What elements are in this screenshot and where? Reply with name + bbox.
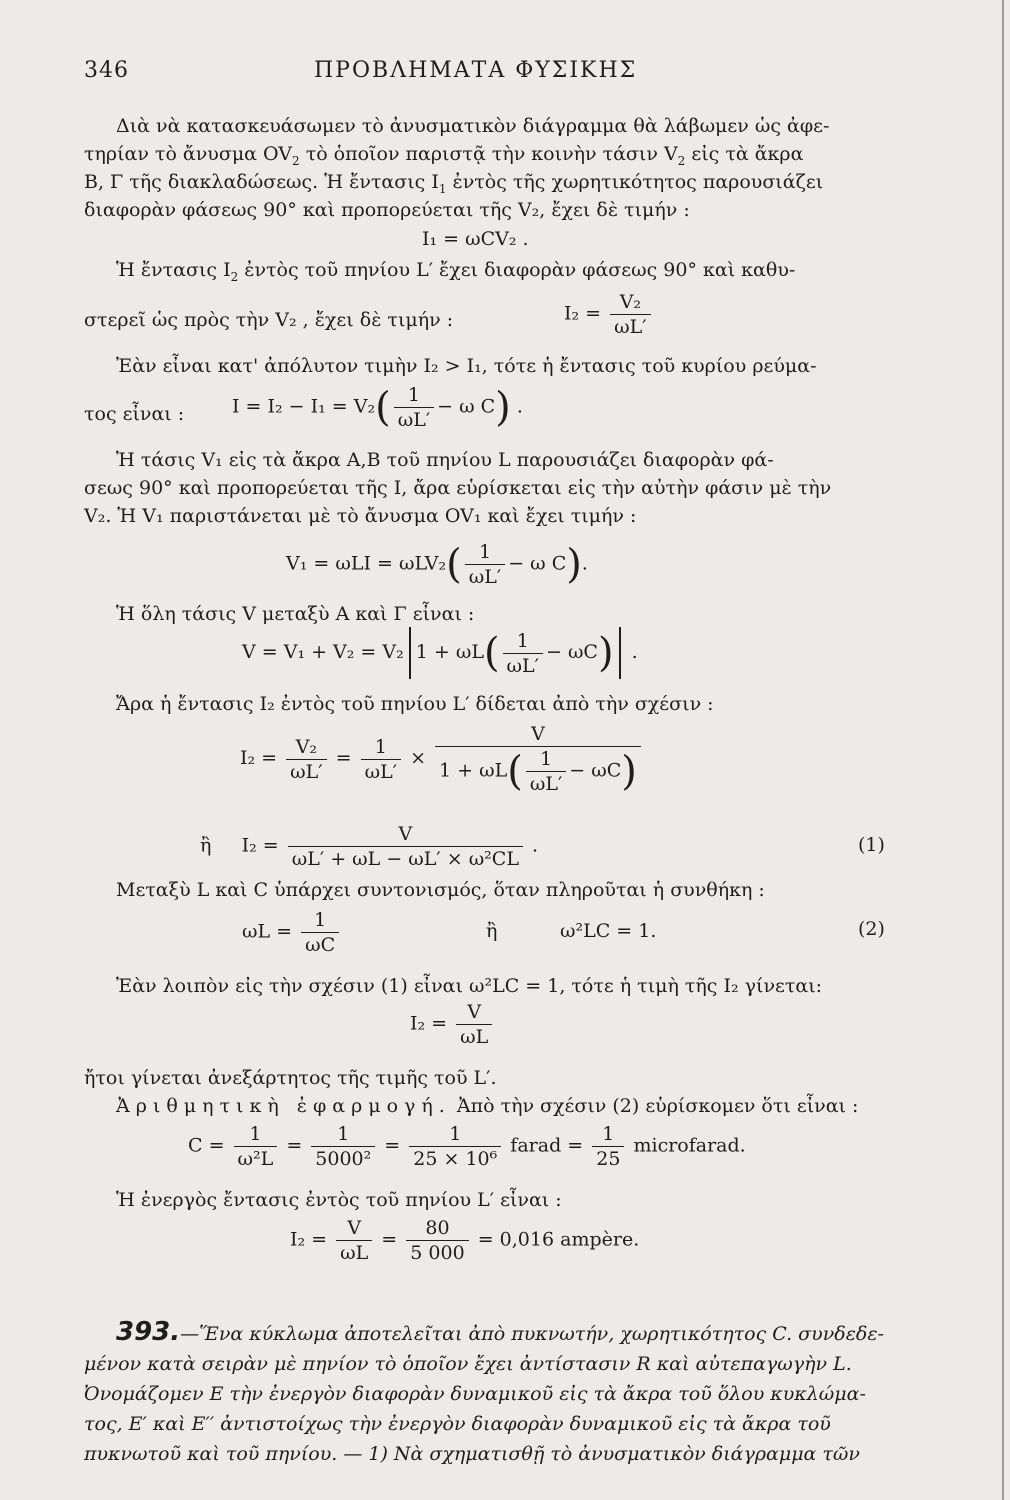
- equation-number: (1): [858, 834, 885, 856]
- page-number: 346: [84, 58, 129, 83]
- text-line: Μεταξὺ L καὶ C ὑπάρχει συντονισμός, ὅταν πληροῦται ἡ συνθήκη :: [116, 879, 765, 901]
- equation-8-rhs: ω²LC = 1.: [560, 920, 657, 942]
- equation-3: I = I₂ − I₁ = V₂( $\frac{1}{\omega L'}$ − ω C) .: [232, 384, 523, 431]
- equation-7: ἢ I₂ = $\frac{V}{\text{ωL′ + ωL − ωL′ × ω²CL}}$ .: [200, 823, 539, 870]
- equation-8-or: ἢ: [486, 920, 498, 942]
- text-line: τηρίαν τὸ ἄνυσμα $OV_2$ τὸ ὁποῖον παριστᾷ τὴν κοινὴν τάσιν $V_2$ εἰς τὰ ἄκρα: [84, 143, 804, 168]
- problem-393-line: 393.—Ἕνα κύκλωμα ἀποτελεῖται ἀπὸ πυκνωτήν, χωρητικότητος C. συνδεδε-: [116, 1317, 884, 1347]
- equation-number: (2): [858, 918, 885, 940]
- text-line: ἤτοι γίνεται ἀνεξάρτητος τῆς τιμῆς τοῦ L′.: [84, 1067, 497, 1089]
- equation-11: I₂ = $\frac{V}{\omega L}$ = $\frac{80}{5 000}$ = 0,016 ampère.: [290, 1217, 640, 1264]
- text-line: Ἄρα ἡ ἔντασις I₂ ἐντὸς τοῦ πηνίου L′ δίδεται ἀπὸ τὴν σχέσιν :: [116, 693, 714, 715]
- text-line: B, Γ τῆς διακλαδώσεως. Ἡ ἔντασις $I_1$ ἐντὸς τῆς χωρητικότητος παρουσιάζει: [84, 171, 824, 196]
- text-line: Ἡ ἔντασις $I_2$ ἐντὸς τοῦ πηνίου L′ ἔχει διαφορὰν φάσεως 90° καὶ καθυ-: [116, 259, 796, 284]
- equation-9: I₂ = $\frac{V}{\omega L}$: [410, 1000, 495, 1049]
- equation-2: I₂ = $\frac{\text{V₂}}{\omega L'}$: [564, 290, 654, 339]
- problem-393-line: μένον κατὰ σειρὰν μὲ πηνίον τὸ ὁποῖον ἔχει ἀντίστασιν R καὶ αὐτεπαγωγὴν L.: [84, 1353, 852, 1375]
- text-line: Ἡ τάσις V₁ εἰς τὰ ἄκρα A,B τοῦ πηνίου L παρουσιάζει διαφορὰν φά-: [116, 449, 774, 471]
- text-line: V₂. Ἡ V₁ παριστάνεται μὲ τὸ ἄνυσμα OV₁ καὶ ἔχει τιμήν :: [84, 505, 637, 527]
- text-line: σεως 90° καὶ προπορεύεται τῆς I, ἄρα εὑρίσκεται εἰς τὴν αὐτὴν φάσιν μὲ τὴν: [84, 477, 832, 499]
- text-line: στερεῖ ὡς πρὸς τὴν V₂ , ἔχει δὲ τιμήν :: [84, 309, 454, 331]
- text-line: Ἀριθμητικὴ ἐφαρμογή. Ἀπὸ τὴν σχέσιν (2) εὑρίσκομεν ὅτι εἶναι :: [116, 1095, 859, 1117]
- equation-1: I₁ = ωCV₂ .: [422, 228, 529, 250]
- text-line: τος εἶναι :: [84, 403, 185, 425]
- text-line: Διὰ νὰ κατασκευάσωμεν τὸ ἀνυσματικὸν διάγραμμα θὰ λάβωμεν ὡς ἀφε-: [116, 115, 830, 137]
- equation-8: ωL = $\frac{1}{\omega C}$: [242, 908, 342, 957]
- equation-10: C = $\frac{1}{\text{ω²L}}$ = $\frac{1}{\text{5000²}}$ = $\frac{1}{\text{25 × 10⁶}}$ farad = $\frac{1}{25}$ microfarad.: [188, 1123, 746, 1170]
- text-line: Ἐὰν εἶναι κατ' ἀπόλυτον τιμὴν I₂ > I₁, τότε ἡ ἔντασις τοῦ κυρίου ρεύμα-: [116, 355, 817, 377]
- text-line: Ἐὰν λοιπὸν εἰς τὴν σχέσιν (1) εἶναι ω²LC = 1, τότε ἡ τιμὴ τῆς I₂ γίνεται:: [116, 975, 823, 997]
- text-line: Ἡ ὅλη τάσις V μεταξὺ A καὶ Γ εἶναι :: [116, 603, 475, 625]
- page-edge: [1002, 0, 1004, 1500]
- problem-393-line: Ὀνομάζομεν E τὴν ἐνεργὸν διαφορὰν δυναμικοῦ εἰς τὰ ἄκρα τοῦ ὅλου κυκλώμα-: [84, 1383, 866, 1405]
- problem-393-line: τος, E′ καὶ E′′ ἀντιστοίχως τὴν ἐνεργὸν διαφορὰν δυναμικοῦ εἰς τὰ ἄκρα τοῦ: [84, 1413, 831, 1435]
- text-line: Ἡ ἐνεργὸς ἔντασις ἐντὸς τοῦ πηνίου L′ εἶναι :: [116, 1189, 562, 1211]
- problem-number: 393.: [116, 1317, 181, 1347]
- equation-5: V = V₁ + V₂ = V₂ 1 + ωL( $\frac{1}{\omega L'}$ − ωC) .: [242, 627, 638, 679]
- equation-6: I₂ = $\frac{\text{V₂}}{\omega L'}$ = $\frac{1}{\omega L'}$ × V 1 + ωL( $\frac{1}{\omega L'}$ − ωC): [240, 722, 644, 796]
- equation-4: V₁ = ωLI = ωLV₂( $\frac{1}{\omega L'}$ − ω C).: [286, 541, 588, 588]
- text-line: διαφορὰν φάσεως 90° καὶ προπορεύεται τῆς V₂, ἔχει δὲ τιμήν :: [84, 199, 690, 221]
- problem-393-line: πυκνωτοῦ καὶ τοῦ πηνίου. — 1) Νὰ σχηματισθῇ τὸ ἀνυσματικὸν διάγραμμα τῶν: [84, 1443, 860, 1465]
- running-title: ΠΡΟΒΛΗΜΑΤΑ ΦΥΣΙΚΗΣ: [314, 58, 638, 83]
